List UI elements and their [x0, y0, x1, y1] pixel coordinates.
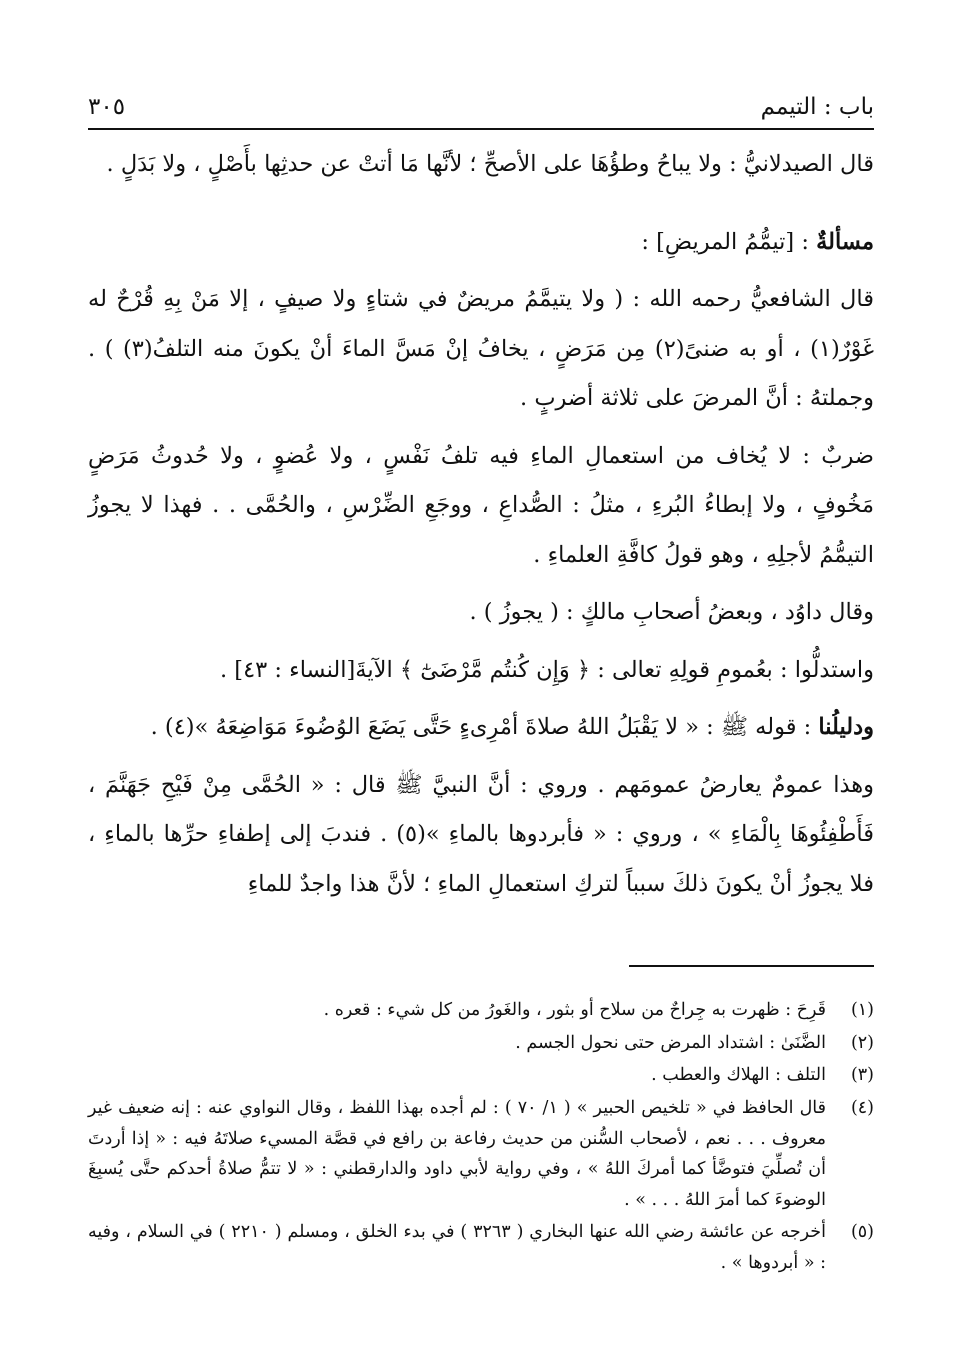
header-divider — [88, 128, 874, 130]
footnote — [88, 1060, 874, 1091]
footnote — [88, 1093, 874, 1216]
chapter-title: باب : التيمم — [760, 94, 874, 120]
paragraph-fever-hadith: وهذا عمومٌ يعارضُ عمومَهم . وروي : أنَّ النبيَّ ﷺ قال : « الحُمَّى مِنْ فَيْحِ جَهَنَّمَ ، فَأَطْفِئُوهَا بِالْمَاءِ » ، وروي : « فأبردوها بالماءِ »(٥) . فندبَ إلى إطفاءِ حرِّها بالماءِ ، فلا يجوزُ أنْ يكونَ ذلكَ سبباً لتركِ استعمالِ الماءِ ؛ لأنَّ هذا واجدٌ للماءِ — [88, 771, 875, 897]
main-text — [88, 140, 874, 917]
page-number: ٣٠٥ — [88, 94, 126, 120]
issue-heading: مسألةٌ : [تيمُّمُ المريضِ] : — [641, 228, 874, 255]
footnote-number: (٣) — [850, 1065, 874, 1086]
footnotes — [88, 995, 874, 1281]
footnote — [88, 1217, 874, 1278]
paragraph-dawud: وقال داوُد ، وبعضُ أصحابِ مالكٍ : ( يجوزُ ) . — [469, 599, 874, 625]
footnote-text: التلف : الهلاك والعطب . — [651, 1065, 826, 1086]
issue-label: مسألةٌ — [816, 228, 874, 255]
footnote-number: (٥) — [850, 1222, 874, 1243]
paragraph-saydalani: قال الصيدلانيُّ : ولا يباحُ وطؤُهَا على الأصحِّ ؛ لأنَّها مَا أتتْ عن حدثِها بأَصْلٍ ، ولا بَدَلٍ . — [106, 151, 874, 177]
footnote-text: الضَّنَىٰ : اشتداد المرض حتى نحول الجسم . — [515, 1032, 826, 1053]
footnote-divider — [629, 965, 874, 967]
footnote — [88, 1028, 874, 1059]
footnote-number: (٤) — [850, 1097, 874, 1118]
footnote-text: قَرِحَ : ظهرت به جِراحٌ من سلاح أو بثور ، والغَورُ من كل شيء : قعره . — [323, 1000, 826, 1020]
paragraph-shafii: قال الشافعيُّ رحمه الله : ( ولا يتيمَّمُ مريضٌ في شتاءٍ ولا صيفٍ ، إلا مَنْ بِهِ قُرْحٌ له غَوْرٌ(١) ، أو به ضنىً(٢) مِن مَرَضٍ ، يخافُ إنْ مَسَّ الماءَ أنْ يكونَ منه التلفُ(٣) ) . وجملتهُ : أنَّ المرضَ على ثلاثة أضربٍ . — [88, 286, 874, 411]
footnote — [88, 995, 874, 1026]
footnote-text: قال الحافظ في « تلخيص الحبير » ( ١/ ٧٠ ) : لم أجده بهذا اللفظ ، وقال النواوي عنه : إنه ضعيف غير معروف . . . نعم ، لأصحاب السُّنن من حديث رفاعة بن رافع في قصَّة المسيء صلاتَهُ فيه : « إذا أردتَ أن تُصلِّيَ فتوضَّأ كما أمركَ اللهُ » ، وفي رواية لأبي داود والدارقطني : « لا تتمُّ صلاةُ أحدكم حتَّى يُسبِغَ الوضوءَ كما أمرَ اللهُ . . . » . — [88, 1097, 827, 1210]
footnote-number: (١) — [850, 1000, 874, 1020]
paragraph-first-type: ضربٌ : لا يُخاف من استعمالِ الماءِ فيه تلفُ نَفْسٍ ، ولا عُضوٍ ، ولا حُدوثُ مَرَضٍ مَخُوفٍ ، ولا إبطاءُ البُرءِ ، مثلُ : الصُّداعِ ، ووجَعِ الضِّرْسِ ، والحُمَّى . . فهذا لا يجوزُ التيمُّمُ لأجلِهِ ، وهو قولُ كافَّةِ العلماءِ . — [88, 442, 874, 568]
footnote-text: أخرجه عن عائشة رضي الله عنها البخاري ( ٣٢٦٣ ) في بدء الخلق ، ومسلم ( ٢٢١٠ ) في السلام ، وفيه : « أبردوها » . — [88, 1222, 826, 1273]
paragraph-evidence-opponents: واستدلُّوا : بعُمومِ قولِهِ تعالى : ﴿ وَإِن كُنتُم مَّرْضَىٰٓ ﴾ الآيةَ[النساء : ٤٣] . — [219, 656, 874, 683]
footnote-number: (٢) — [850, 1032, 874, 1053]
evidence-label: ودليلُنا — [818, 714, 874, 740]
page-header — [88, 84, 874, 120]
paragraph-our-evidence: ودليلُنا : قوله ﷺ : « لا يَقْبَلُ اللهُ صلاةَ أمْرِىءٍ حَتَّى يَضَعَ الوُضُوءَ مَوَاضِعَهُ »(٤) . — [150, 714, 874, 740]
